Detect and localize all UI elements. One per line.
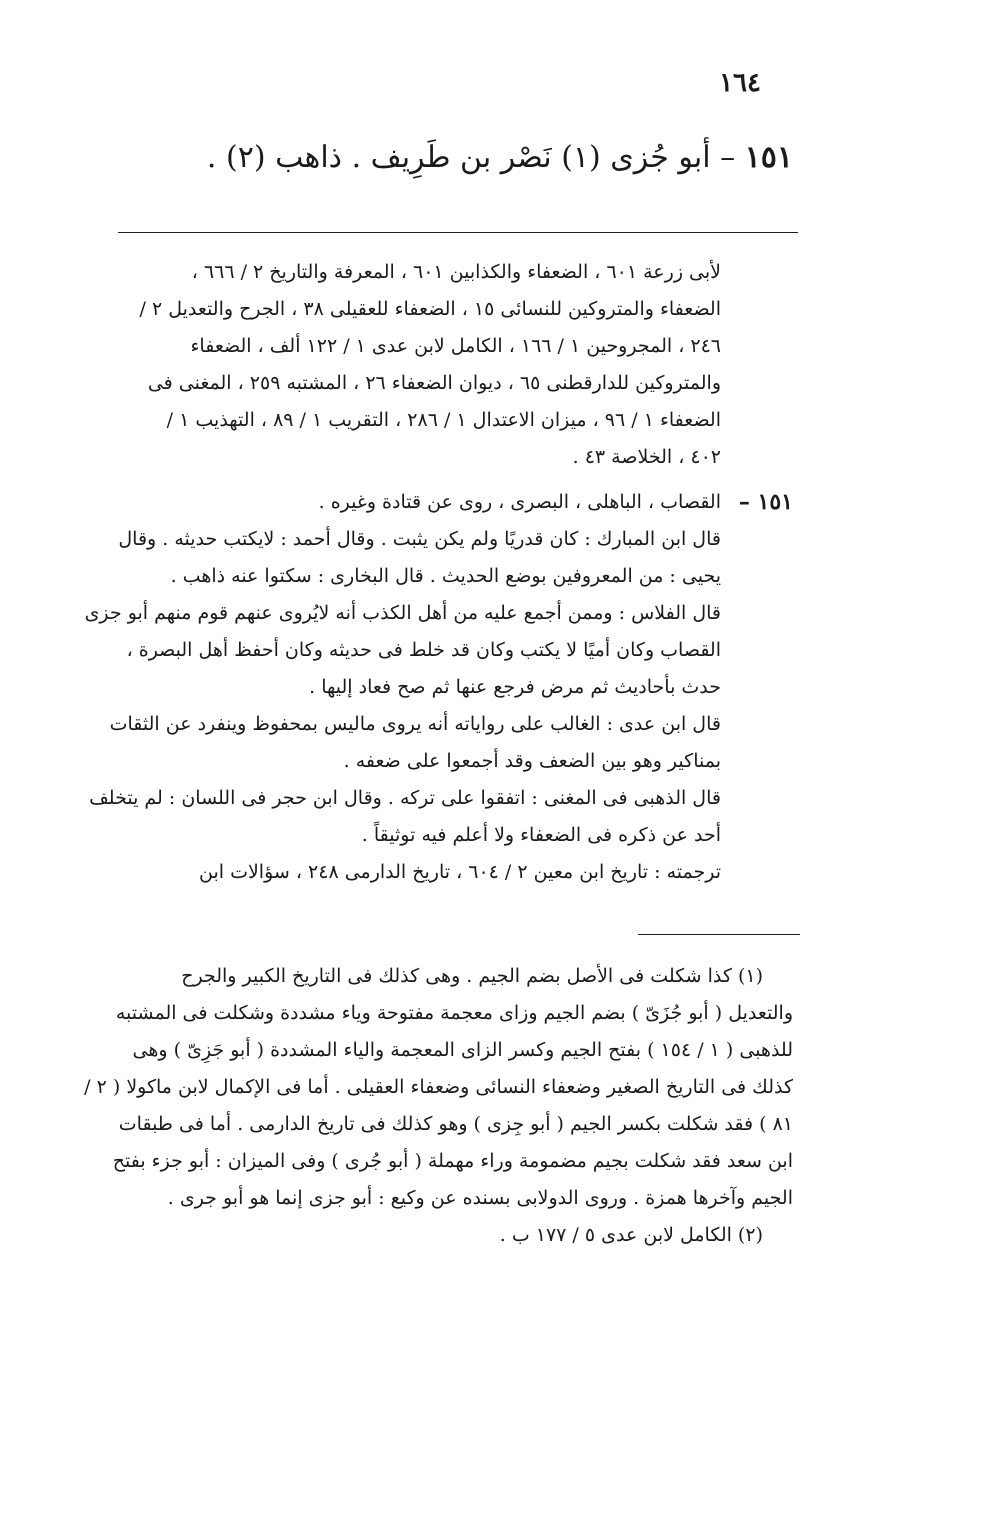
sources-line: ٢٤٦ ، المجروحين ١ / ١٦٦ ، الكامل لابن عدى ١ / ١٢٢ ألف ، الضعفاء <box>190 335 721 357</box>
entry-heading <box>206 140 793 175</box>
entry-line: القصاب ، الباهلى ، البصرى ، روى عن قتادة وغيره . <box>318 491 721 513</box>
entry-line: حدث بأحاديث ثم مرض فرجع عنها ثم صح فعاد إليها . <box>309 676 721 698</box>
footnote-1-line: كذلك فى التاريخ الصغير وضعفاء النسائى وضعفاء العقيلى . أما فى الإكمال لابن ماكولا ( ٢ / <box>84 1076 793 1098</box>
entry-line: قال ابن المبارك : كان قدريًا ولم يكن يثبت . وقال أحمد : لايكتب حديثه . وقال <box>118 528 721 550</box>
sources-line: الضعفاء والمتروكين للنسائى ١٥ ، الضعفاء للعقيلى ٣٨ ، الجرح والتعديل ٢ / <box>139 298 721 320</box>
sources-line: لأبى زرعة ٦٠١ ، الضعفاء والكذابين ٦٠١ ، المعرفة والتاريخ ٢ / ٦٦٦ ، <box>191 261 721 283</box>
page-number: ١٦٤ <box>719 68 761 98</box>
separator-rule <box>118 232 798 233</box>
sources-continuation <box>116 254 721 476</box>
footnote-2: (٢) الكامل لابن عدى ٥ / ١٧٧ ب . <box>499 1224 763 1246</box>
entry-line: قال الفلاس : وممن أجمع عليه من أهل الكذب أنه لايُروى عنهم قوم منهم أبو جزى <box>84 602 721 624</box>
heading-text: – أبو جُزى (١) نَصْر بن طَرِيف . ذاهب (٢) . <box>206 140 736 175</box>
entry-line: يحيى : من المعروفين بوضع الحديث . قال البخارى : سكتوا عنه ذاهب . <box>170 565 721 587</box>
footnote-1-line: ابن سعد فقد شكلت بجيم مضمومة وراء مهملة ( أبو جُرى ) وفى الميزان : أبو جزء بفتح <box>112 1150 793 1172</box>
footnote-1-line: والتعديل ( أبو جُزَىّ ) بضم الجيم وزاى معجمة مفتوحة وياء مشددة وشكلت فى المشتبه <box>115 1002 793 1024</box>
entry-line: قال الذهبى فى المغنى : اتفقوا على تركه . وقال ابن حجر فى اللسان : لم يتخلف <box>89 787 721 809</box>
entry-line: بمناكير وهو بين الضعف وقد أجمعوا على ضعفه . <box>343 750 721 772</box>
entry-line: القصاب وكان أميًا لا يكتب وكان قد خلط فى حديثه وكان أحفظ أهل البصرة ، <box>126 639 721 661</box>
entry-line: ترجمته : تاريخ ابن معين ٢ / ٦٠٤ ، تاريخ الدارمى ٢٤٨ ، سؤالات ابن <box>199 861 721 883</box>
footnote-1-line: ٨١ ) فقد شكلت بكسر الجيم ( أبو جِزى ) وهو كذلك فى تاريخ الدارمى . أما فى طبقات <box>118 1113 793 1135</box>
footnote-1-line: الجيم وآخرها همزة . وروى الدولابى بسنده عن وكيع : أبو جزى إنما هو أبو جرى . <box>167 1187 793 1209</box>
entry-line: أحد عن ذكره فى الضعفاء ولا أعلم فيه توثيقاً . <box>361 824 721 846</box>
footnotes <box>84 958 793 1254</box>
footnote-1-line: (١) كذا شكلت فى الأصل بضم الجيم . وهى كذلك فى التاريخ الكبير والجرح <box>181 965 763 987</box>
sources-line: الضعفاء ١ / ٩٦ ، ميزان الاعتدال ١ / ٢٨٦ ، التقريب ١ / ٨٩ ، التهذيب ١ / <box>166 409 721 431</box>
heading-number: ١٥١ <box>744 140 793 175</box>
footnote-rule <box>638 934 800 935</box>
entry-body <box>84 484 721 891</box>
sources-line: ٤٠٢ ، الخلاصة ٤٣ . <box>572 446 721 468</box>
sources-line: والمتروكين للدارقطنى ٦٥ ، ديوان الضعفاء ٢٦ ، المشتبه ٢٥٩ ، المغنى فى <box>147 372 721 394</box>
entry-number: ١٥١ – <box>738 489 793 515</box>
footnote-1-line: للذهبى ( ١ / ١٥٤ ) بفتح الجيم وكسر الزاى المعجمة والياء المشددة ( أبو جَزِىّ ) وهى <box>132 1039 793 1061</box>
entry-line: قال ابن عدى : الغالب على رواياته أنه يروى ماليس بمحفوظ وينفرد عن الثقات <box>109 713 721 735</box>
